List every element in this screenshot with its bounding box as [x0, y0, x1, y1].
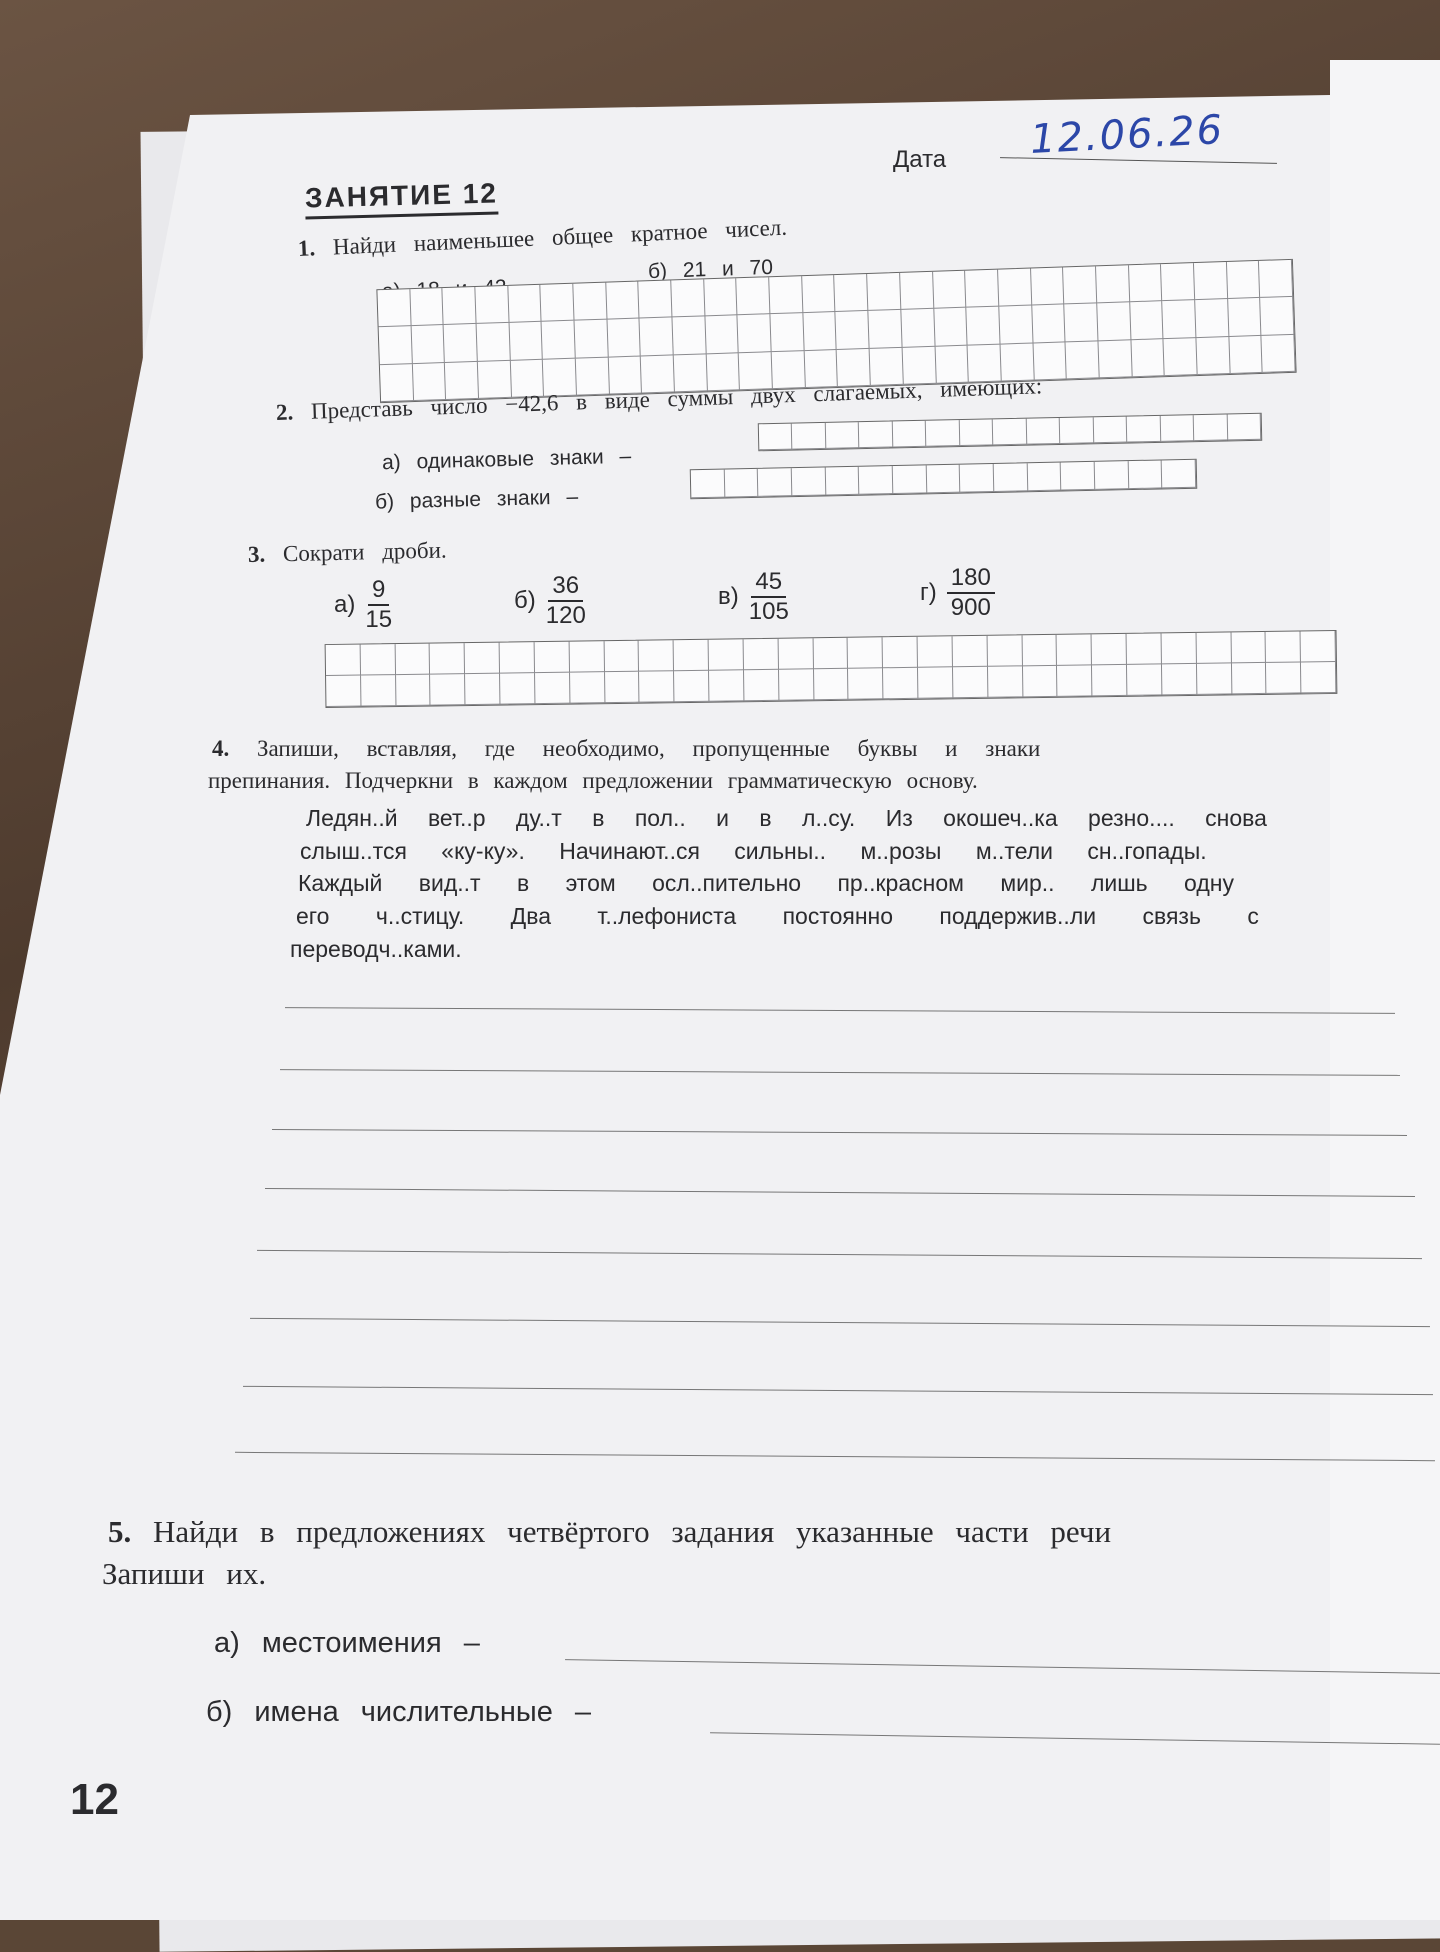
task2-a: а) одинаковые знаки –	[381, 444, 632, 475]
grid-cell[interactable]	[778, 638, 813, 669]
grid-cell[interactable]	[444, 324, 478, 362]
task2-number: 2.	[275, 399, 294, 425]
grid-cell[interactable]	[360, 644, 395, 675]
grid-cell[interactable]	[607, 319, 641, 357]
grid-cell[interactable]	[1130, 302, 1164, 340]
grid-cell[interactable]	[893, 465, 927, 494]
grid-cell[interactable]	[410, 288, 444, 326]
grid-cell[interactable]	[1195, 299, 1229, 337]
grid-cell[interactable]	[1064, 304, 1098, 342]
task4-prompt-1: Запиши, вставляя, где необходимо, пропущенные буквы и знаки	[257, 736, 1041, 761]
fraction-a-denominator: 15	[365, 606, 393, 633]
grid-cell[interactable]	[926, 420, 960, 447]
paragraph-line-5: переводч..ками.	[290, 936, 462, 962]
grid-cell[interactable]	[1063, 266, 1097, 304]
grid-cell[interactable]	[326, 645, 361, 676]
grid-cell[interactable]	[1131, 339, 1165, 377]
grid-cell[interactable]	[1092, 634, 1127, 665]
grid-cell[interactable]	[987, 635, 1022, 666]
grid-cell[interactable]	[1196, 632, 1231, 663]
grid-cell[interactable]	[639, 640, 674, 671]
grid-cell[interactable]	[1162, 460, 1196, 489]
grid-cell[interactable]	[737, 277, 771, 315]
grid-cell[interactable]	[965, 270, 999, 308]
grid-cell[interactable]	[500, 673, 535, 704]
writing-line-3[interactable]	[272, 1129, 1407, 1136]
grid-cell[interactable]	[604, 641, 639, 672]
grid-cell[interactable]	[960, 464, 994, 493]
grid-cell[interactable]	[1301, 662, 1336, 693]
page-number: 12	[70, 1775, 119, 1824]
grid-cell[interactable]	[826, 422, 860, 449]
grid-cell[interactable]	[802, 275, 836, 313]
fraction-c-numerator: 45	[751, 570, 786, 598]
grid-cell[interactable]	[988, 666, 1023, 697]
grid-cell[interactable]	[900, 272, 934, 310]
grid-cell[interactable]	[934, 308, 968, 346]
task5-a: а) местоимения –	[214, 1627, 480, 1659]
grid-cell[interactable]	[465, 643, 500, 674]
grid-cell[interactable]	[1027, 463, 1061, 492]
grid-cell[interactable]	[477, 323, 511, 361]
grid-cell[interactable]	[326, 676, 361, 707]
grid-cell[interactable]	[1095, 461, 1129, 490]
grid-cell[interactable]	[998, 269, 1032, 307]
task2-prompt: Представь число −42,6 в виде суммы двух слагаемых, имеющих:	[310, 373, 1043, 424]
task4-line1	[212, 736, 1040, 762]
grid-cell[interactable]	[814, 669, 849, 700]
grid-cell[interactable]	[569, 641, 604, 672]
grid-cell[interactable]	[691, 470, 725, 499]
grid-cell[interactable]	[867, 273, 901, 311]
grid-cell[interactable]	[465, 674, 500, 705]
fraction-d	[920, 566, 995, 620]
grid-cell[interactable]	[792, 423, 826, 450]
task2-a-answer-grid[interactable]	[758, 413, 1262, 452]
fraction-c	[718, 570, 789, 624]
grid-cell[interactable]	[758, 468, 792, 497]
grid-cell[interactable]	[1023, 666, 1058, 697]
grid-cell[interactable]	[639, 280, 673, 318]
paragraph-line-2: слыш..тся «ку-ку». Начинают..ся сильны.. м..розы м..тели сн..гопады.	[300, 838, 1207, 864]
writing-line-2[interactable]	[280, 1069, 1400, 1076]
fraction-a	[334, 578, 392, 632]
grid-cell[interactable]	[926, 465, 960, 494]
grid-cell[interactable]	[535, 642, 570, 673]
grid-cell[interactable]	[1066, 341, 1100, 379]
grid-cell[interactable]	[918, 667, 953, 698]
grid-cell[interactable]	[379, 326, 413, 364]
grid-cell[interactable]	[1096, 265, 1130, 303]
grid-cell[interactable]	[859, 421, 893, 448]
writing-line-4[interactable]	[265, 1188, 1415, 1197]
grid-cell[interactable]	[674, 640, 709, 671]
fraction-d-label: г)	[920, 579, 937, 606]
grid-cell[interactable]	[509, 322, 543, 360]
task3-number: 3.	[247, 541, 266, 567]
grid-cell[interactable]	[1229, 336, 1263, 374]
grid-cell[interactable]	[869, 310, 903, 348]
grid-cell[interactable]	[1160, 415, 1194, 442]
task2-b-answer-grid[interactable]	[690, 459, 1198, 500]
grid-cell[interactable]	[813, 638, 848, 669]
task1-b: б) 21 и 70	[647, 255, 774, 284]
grid-cell[interactable]	[769, 276, 803, 314]
task3-text	[248, 537, 447, 568]
grid-cell[interactable]	[1266, 662, 1301, 693]
grid-cell[interactable]	[1127, 416, 1161, 443]
grid-cell[interactable]	[1162, 300, 1196, 338]
grid-cell[interactable]	[1057, 634, 1092, 665]
writing-line-5[interactable]	[257, 1250, 1422, 1259]
grid-cell[interactable]	[1259, 260, 1293, 298]
grid-cell[interactable]	[744, 670, 779, 701]
grid-cell[interactable]	[1161, 633, 1196, 664]
grid-cell[interactable]	[1231, 663, 1266, 694]
grid-cell[interactable]	[443, 287, 477, 325]
grid-cell[interactable]	[1227, 261, 1261, 299]
grid-cell[interactable]	[361, 675, 396, 706]
grid-cell[interactable]	[779, 669, 814, 700]
fraction-c-denominator: 105	[748, 598, 789, 625]
grid-cell[interactable]	[1197, 663, 1232, 694]
grid-cell[interactable]	[952, 636, 987, 667]
grid-cell[interactable]	[994, 463, 1028, 492]
grid-cell[interactable]	[901, 309, 935, 347]
grid-cell[interactable]	[575, 320, 609, 358]
grid-cell[interactable]	[883, 668, 918, 699]
task1-number: 1.	[297, 235, 316, 261]
writing-line-8[interactable]	[235, 1452, 1435, 1461]
grid-cell[interactable]	[738, 315, 772, 353]
fraction-b-label: б)	[514, 587, 536, 614]
fraction-c-label: в)	[718, 583, 739, 610]
grid-cell[interactable]	[606, 282, 640, 320]
task2-b: б) разные знаки –	[374, 485, 579, 514]
task3-answer-grid[interactable]	[325, 630, 1338, 708]
grid-cell[interactable]	[1026, 418, 1060, 445]
grid-cell[interactable]	[1092, 665, 1127, 696]
grid-cell[interactable]	[1022, 635, 1057, 666]
grid-cell[interactable]	[431, 674, 466, 705]
writing-line-6[interactable]	[250, 1318, 1430, 1327]
paragraph-line-3: Каждый вид..т в этом осл..пительно пр..красном мир.. лишь одну	[298, 870, 1234, 896]
grid-cell[interactable]	[1127, 664, 1162, 695]
grid-cell[interactable]	[1129, 264, 1163, 302]
grid-cell[interactable]	[999, 306, 1033, 344]
fraction-d-numerator: 180	[947, 566, 995, 594]
task5-a-answer-line[interactable]	[565, 1659, 1440, 1674]
grid-cell[interactable]	[377, 289, 411, 327]
task1-prompt: Найди наименьшее общее кратное чисел.	[332, 214, 788, 260]
grid-cell[interactable]	[1266, 631, 1301, 662]
grid-cell[interactable]	[933, 271, 967, 309]
grid-cell[interactable]	[743, 639, 778, 670]
grid-cell[interactable]	[1260, 297, 1294, 335]
grid-cell[interactable]	[1057, 665, 1092, 696]
task1-text	[297, 215, 787, 262]
grid-cell[interactable]	[535, 673, 570, 704]
grid-cell[interactable]	[1301, 631, 1336, 662]
grid-cell[interactable]	[1228, 298, 1262, 336]
grid-cell[interactable]	[771, 313, 805, 351]
grid-cell[interactable]	[411, 325, 445, 363]
grid-cell[interactable]	[883, 637, 918, 668]
grid-cell[interactable]	[671, 279, 705, 317]
grid-cell[interactable]	[1127, 633, 1162, 664]
grid-cell[interactable]	[1194, 262, 1228, 300]
grid-cell[interactable]	[1196, 337, 1230, 375]
grid-cell[interactable]	[1231, 632, 1266, 663]
fraction-b-denominator: 120	[545, 602, 586, 629]
grid-cell[interactable]	[500, 642, 535, 673]
grid-cell[interactable]	[1093, 417, 1127, 444]
fraction-a-label: а)	[334, 591, 356, 618]
grid-cell[interactable]	[475, 286, 509, 324]
fraction-a-numerator: 9	[368, 578, 389, 606]
grid-cell[interactable]	[848, 637, 883, 668]
task5-line1	[108, 1514, 1111, 1550]
grid-cell[interactable]	[859, 466, 893, 495]
grid-cell[interactable]	[1162, 664, 1197, 695]
grid-cell[interactable]	[508, 285, 542, 323]
grid-cell[interactable]	[430, 643, 465, 674]
grid-cell[interactable]	[396, 675, 431, 706]
task3-prompt: Сократи дроби.	[282, 537, 447, 567]
grid-cell[interactable]	[1098, 340, 1132, 378]
grid-cell[interactable]	[570, 672, 605, 703]
grid-cell[interactable]	[639, 671, 674, 702]
writing-line-1[interactable]	[285, 1007, 1395, 1014]
grid-cell[interactable]	[993, 419, 1027, 446]
grid-cell[interactable]	[848, 668, 883, 699]
grid-cell[interactable]	[918, 636, 953, 667]
grid-cell[interactable]	[542, 321, 576, 359]
date-label: Дата	[893, 146, 947, 173]
grid-cell[interactable]	[1128, 460, 1162, 489]
task5-number: 5.	[108, 1514, 132, 1549]
date-handwritten: 12.06.26	[1028, 106, 1226, 164]
grid-cell[interactable]	[395, 644, 430, 675]
grid-cell[interactable]	[1194, 414, 1228, 441]
grid-cell[interactable]	[1061, 462, 1095, 491]
grid-cell[interactable]	[836, 311, 870, 349]
grid-cell[interactable]	[792, 467, 826, 496]
grid-cell[interactable]	[640, 318, 674, 356]
grid-cell[interactable]	[1097, 303, 1131, 341]
grid-cell[interactable]	[1227, 414, 1261, 441]
fraction-d-denominator: 900	[950, 594, 991, 621]
fraction-b-numerator: 36	[548, 574, 583, 602]
task4-number: 4.	[212, 736, 230, 761]
task4-line2: препинания. Подчеркни в каждом предложении грамматическую основу.	[208, 768, 978, 793]
grid-cell[interactable]	[953, 667, 988, 698]
grid-cell[interactable]	[960, 419, 994, 446]
paragraph-line-1: Ледян..й вет..р ду..т в пол.. и в л..су. Из окошеч..ка резно.... снова	[306, 805, 1267, 831]
grid-cell[interactable]	[759, 424, 793, 451]
grid-cell[interactable]	[673, 317, 707, 355]
grid-cell[interactable]	[1262, 334, 1296, 372]
grid-cell[interactable]	[541, 284, 575, 322]
lesson-title: ЗАНЯТИЕ 12	[305, 177, 499, 219]
grid-cell[interactable]	[1161, 263, 1195, 301]
task5-line2: Запиши их.	[102, 1556, 267, 1591]
grid-cell[interactable]	[1164, 338, 1198, 376]
grid-cell[interactable]	[709, 670, 744, 701]
grid-cell[interactable]	[835, 274, 869, 312]
grid-cell[interactable]	[803, 312, 837, 350]
grid-cell[interactable]	[704, 278, 738, 316]
grid-cell[interactable]	[705, 316, 739, 354]
writing-line-7[interactable]	[243, 1386, 1433, 1395]
grid-cell[interactable]	[893, 421, 927, 448]
fraction-b	[514, 574, 586, 628]
grid-cell[interactable]	[825, 467, 859, 496]
task5-b: б) имена числительные –	[206, 1696, 592, 1728]
grid-cell[interactable]	[967, 307, 1001, 345]
grid-cell[interactable]	[1060, 417, 1094, 444]
grid-cell[interactable]	[709, 639, 744, 670]
grid-cell[interactable]	[1032, 305, 1066, 343]
task5-b-answer-line[interactable]	[710, 1732, 1440, 1744]
task5-prompt-1: Найди в предложениях четвёртого задания указанные части речи	[153, 1514, 1112, 1549]
paragraph-line-4: его ч..стицу. Два т..лефониста постоянно поддержив..ли связь с	[296, 903, 1259, 929]
grid-cell[interactable]	[674, 671, 709, 702]
grid-cell[interactable]	[724, 469, 758, 498]
grid-cell[interactable]	[573, 283, 607, 321]
grid-cell[interactable]	[1031, 267, 1065, 305]
grid-cell[interactable]	[605, 672, 640, 703]
